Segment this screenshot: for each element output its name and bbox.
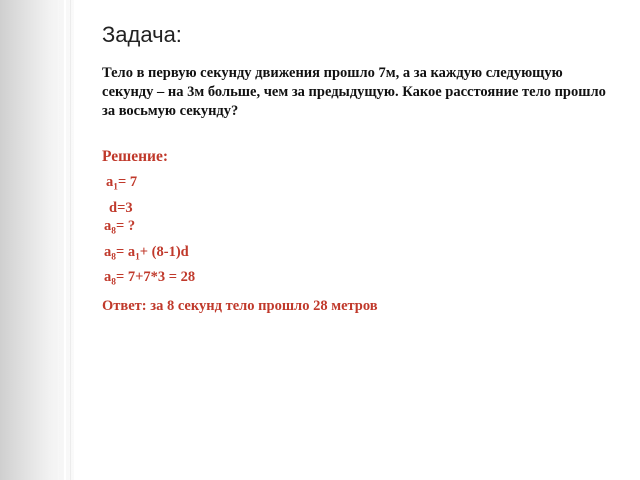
subscript: 1 (113, 182, 118, 193)
subscript: 8 (111, 226, 116, 237)
expression: = a (115, 244, 136, 260)
expression: = 7+7*3 = 28 (115, 269, 196, 285)
unknown-a8 (104, 218, 135, 236)
expression: = 7 (117, 174, 138, 190)
problem-text: Тело в первую секунду движения прошло 7м, а за каждую следующую секунду – на 3м больше, чем за предыдущую. Какое расстояние тело прошло за восьмую секунду? (102, 65, 606, 119)
formula-line (104, 244, 189, 262)
given-a1 (106, 174, 137, 192)
variable: a (106, 174, 114, 190)
subscript: 1 (135, 252, 140, 263)
given-d: d=3 (109, 200, 133, 216)
expression: + (8-1)d (139, 244, 189, 260)
subscript: 8 (111, 277, 116, 288)
expression: = ? (115, 218, 136, 234)
subscript: 8 (111, 252, 116, 263)
variable: a (104, 218, 112, 234)
solution-heading: Решение: (102, 148, 169, 165)
slide-title: Задача: (102, 22, 182, 47)
calculation-line (104, 269, 195, 287)
variable: a (104, 269, 112, 285)
answer-text: Ответ: за 8 секунд тело прошло 28 метров (102, 298, 378, 314)
variable: a (104, 244, 112, 260)
